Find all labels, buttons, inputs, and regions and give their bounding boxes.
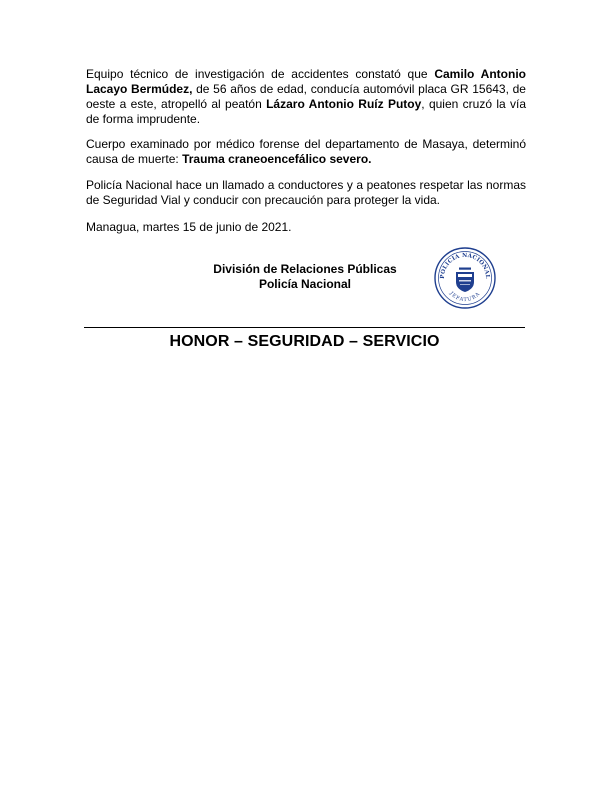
paragraph-text: Cuerpo examinado por médico forense del departamento de Masaya, determinó causa de muerte: xyxy=(86,137,526,166)
signature-block xyxy=(180,262,430,292)
seal-emblem xyxy=(456,268,474,293)
paragraph-forensic xyxy=(86,137,526,167)
pedestrian-name: Lázaro Antonio Ruíz Putoy xyxy=(266,97,422,111)
signature-institution: Policía Nacional xyxy=(258,277,352,291)
paragraph-text: Equipo técnico de investigación de accidentes constató que xyxy=(86,67,435,81)
dateline: Managua, martes 15 de junio de 2021. xyxy=(86,220,292,234)
footer-divider xyxy=(84,327,525,328)
paragraph-text: , quien cruzó la vía de forma imprudente. xyxy=(86,97,526,126)
motto: HONOR – SEGURIDAD – SERVICIO xyxy=(169,333,440,350)
police-seal-icon xyxy=(433,246,497,310)
signature-department: División de Relaciones Públicas xyxy=(213,262,397,276)
paragraph-text: de 56 años de edad, conducía automóvil placa GR 15643, de oeste a este, atropelló al peatón xyxy=(86,82,526,111)
driver-name: Camilo Antonio Lacayo Bermúdez, xyxy=(86,67,526,96)
cause-of-death: Trauma craneoencefálico severo. xyxy=(182,152,372,166)
paragraph-call-to-action xyxy=(86,178,526,208)
seal-top-text: POLICIA NACIONAL xyxy=(439,252,491,279)
seal-bottom-text: JEFATURA xyxy=(448,290,482,304)
paragraph-text: Policía Nacional hace un llamado a conductores y a peatones respetar las normas de Seguridad Vial y conducir con precaución para proteger la vida. xyxy=(86,178,526,207)
paragraph-accident-report xyxy=(86,67,526,127)
